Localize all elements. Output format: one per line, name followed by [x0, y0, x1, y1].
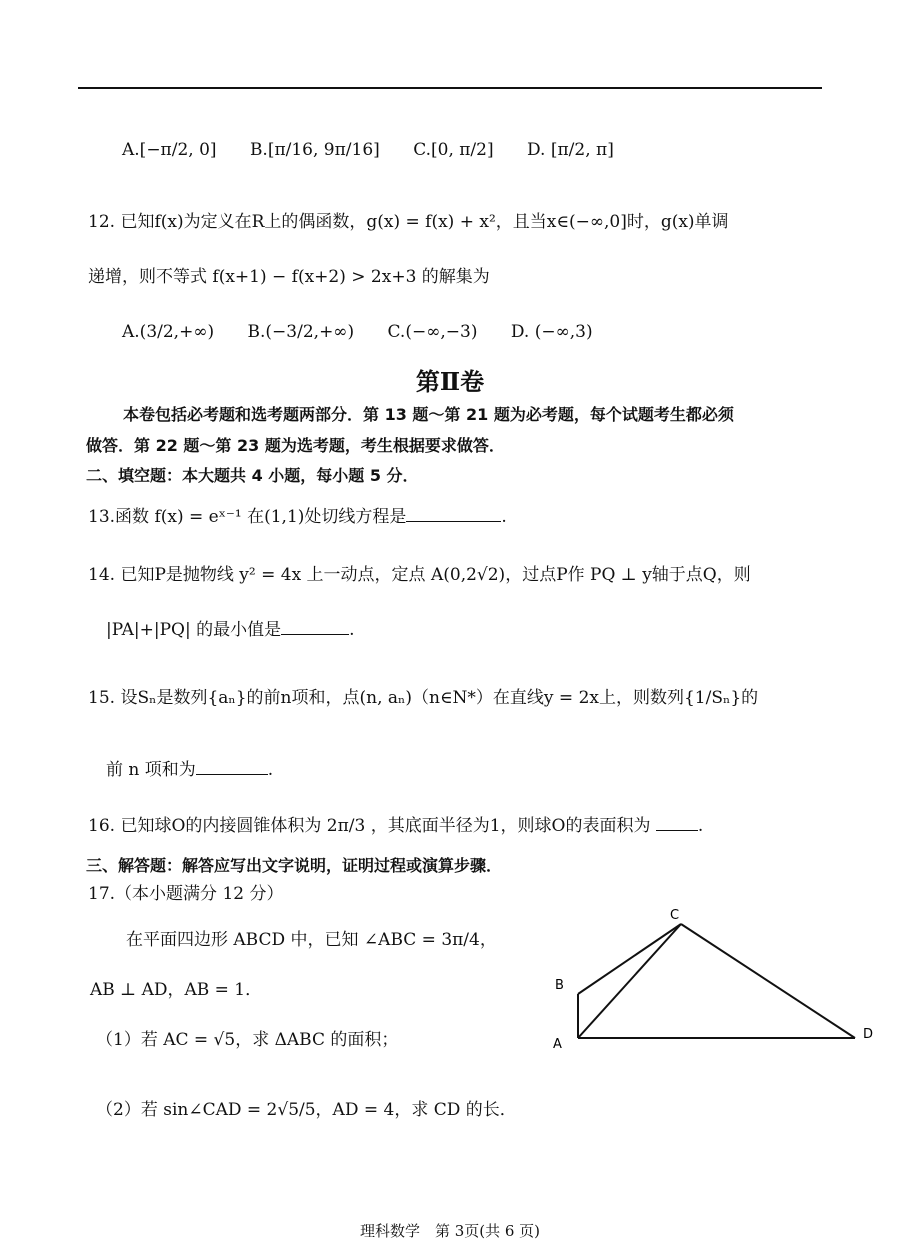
vertex-d-label: D: [863, 1027, 874, 1042]
q15-end: .: [267, 760, 274, 780]
q15-text: 前 n 项和为: [106, 760, 196, 780]
q12-options: [122, 322, 621, 342]
part2-title: 第Ⅱ卷: [415, 367, 485, 396]
q15-line1: 15. 设Sₙ是数列{aₙ}的前n项和，点(n, aₙ)（n∈N*）在直线y = 2x上，则数列{1/Sₙ}的: [88, 688, 759, 708]
quadrilateral-figure: [545, 902, 890, 1062]
q17-line1: 在平面四边形 ABCD 中，已知 ∠ABC = 3π/4，: [126, 930, 497, 950]
section2-heading: 二、填空题：本大题共 4 小题，每小题 5 分．: [86, 466, 419, 485]
q12-line1: 12. 已知f(x)为定义在R上的偶函数，g(x) = f(x) + x²，且当x∈(−∞,0]时，g(x)单调: [88, 212, 729, 232]
q17-line2: AB ⊥ AD，AB = 1．: [90, 980, 263, 1000]
q14-line2: [106, 620, 355, 640]
q12-option-a[interactable]: A.(3/2,+∞): [122, 322, 215, 342]
q11-option-b[interactable]: B.[π/16, 9π/16]: [249, 140, 380, 160]
part2-intro-line1: 本卷包括必考题和选考题两部分．第 13 题～第 21 题为必考题，每个试题考生都必须: [123, 405, 734, 424]
q12-line2: 递增，则不等式 f(x+1) − f(x+2) > 2x+3 的解集为: [88, 267, 490, 287]
q14-answer-blank[interactable]: [281, 633, 349, 635]
q17-part2: （2）若 sin∠CAD = 2√5/5，AD = 4，求 CD 的长．: [96, 1100, 517, 1120]
section3-heading: 三、解答题：解答应写出文字说明，证明过程或演算步骤．: [86, 856, 503, 875]
q12-option-d[interactable]: D. (−∞,3): [510, 322, 593, 342]
top-rule: [78, 87, 822, 89]
q16-answer-blank[interactable]: [656, 829, 698, 831]
vertex-a-label: A: [553, 1037, 562, 1052]
q14-end: .: [349, 620, 355, 640]
q15-line2: [106, 760, 273, 780]
vertex-c-label: C: [670, 908, 680, 923]
q16-end: .: [697, 816, 704, 836]
edge-ac: [578, 924, 681, 1038]
edge-bc: [578, 924, 681, 994]
q17-header: 17.（本小题满分 12 分）: [88, 884, 284, 904]
q11-options: [122, 140, 642, 160]
q11-option-c[interactable]: C.[0, π/2]: [413, 140, 494, 160]
q15-answer-blank[interactable]: [196, 773, 268, 775]
q12-option-b[interactable]: B.(−3/2,+∞): [247, 322, 355, 342]
q13: [88, 507, 507, 527]
vertex-b-label: B: [555, 978, 564, 993]
edge-cd: [681, 924, 855, 1038]
q13-end: .: [501, 507, 507, 527]
q11-option-a[interactable]: A.[−π/2, 0]: [122, 140, 217, 160]
q16-text: 16. 已知球O的内接圆锥体积为 2π/3 ，其底面半径为1，则球O的表面积为: [88, 816, 651, 836]
q13-text: 13.函数 f(x) = eˣ⁻¹ 在(1,1)处切线方程是: [88, 507, 407, 527]
q17-part1: （1）若 AC = √5，求 ΔABC 的面积；: [96, 1030, 399, 1050]
q12-option-c[interactable]: C.(−∞,−3): [387, 322, 478, 342]
q14-text: |PA|+|PQ| 的最小值是: [106, 620, 282, 640]
part2-intro-line2: 做答．第 22 题～第 23 题为选考题，考生根据要求做答．: [86, 436, 505, 455]
q11-option-d[interactable]: D. [π/2, π]: [527, 140, 614, 160]
page-footer: 理科数学 第 3页(共 6 页): [359, 1222, 541, 1240]
q16: [88, 816, 703, 836]
q13-answer-blank[interactable]: [406, 520, 501, 522]
q14-line1: 14. 已知P是抛物线 y² = 4x 上一动点，定点 A(0,2√2)，过点P作 PQ ⊥ y轴于点Q，则: [88, 565, 751, 585]
